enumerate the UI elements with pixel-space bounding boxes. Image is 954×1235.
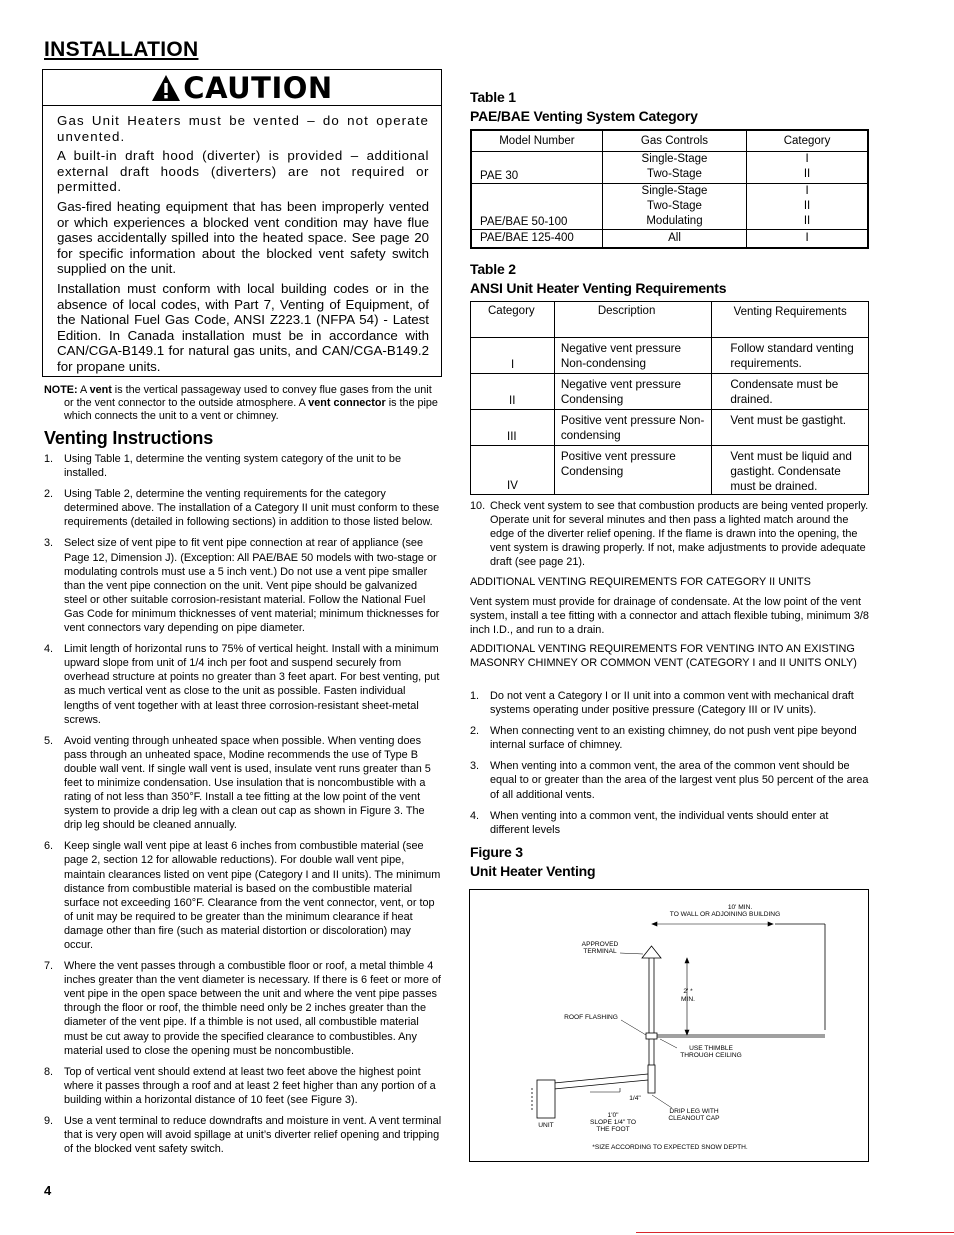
ten-foot-dimension [652, 922, 773, 926]
label-unit: UNIT [538, 1122, 554, 1129]
table-row [471, 183, 868, 229]
caution-paragraph: Gas-fired heating equipment that has been improperly vented or which experiences a blocked vent condition may have flue gases accidentally spilled into the heated space. See page 20 for specific information about the blocked vent safety switch supplied on the unit. [57, 198, 429, 277]
label-drip-leg: DRIP LEG WITH [669, 1108, 719, 1115]
table-cell: I II [747, 151, 868, 183]
table1-caption [470, 88, 698, 126]
table-cell: Positive vent pressure Condensing [554, 446, 712, 495]
table-cell: PAE 30 [471, 151, 602, 183]
list-item: 3. When venting into a common vent, the area of the common vent should be equal to or greater than the area of the largest vent plus 50 percent of the area of all additional vents. [470, 760, 869, 801]
table-cell: PAE/BAE 125-400 [471, 229, 602, 248]
table-row [471, 446, 869, 495]
note-text: A [77, 384, 90, 396]
roof-line [648, 1035, 825, 1037]
warning-triangle-icon [151, 74, 181, 102]
masonry-heading: ADDITIONAL VENTING REQUIREMENTS FOR VENTING INTO AN EXISTING MASONRY CHIMNEY OR COMMON VENT (CATEGORY I and II UNITS ONLY) [470, 643, 857, 670]
table-row [471, 151, 868, 183]
list-item: 5. Avoid venting through unheated space when possible. When venting does pass through an unheated space, Modine recommends the use of Type B double wall vent. If single wall vent is used, insulate vent runs greater than 5 feet to minimize condensation. Use insulation that is noncombustible with a rating of not less than 350°F. Install a tee fitting at the low point of the vent system to provide a drip leg with a clean out cap as shown in Figure 3. The drip leg should be cleaned annually. [44, 734, 431, 832]
label-min: MIN. [681, 996, 695, 1003]
table-row [471, 229, 868, 248]
note-term-connector: vent connector [308, 397, 386, 409]
table-row [471, 338, 869, 374]
footer-rule [636, 1232, 954, 1233]
label-two-foot: 2' * [683, 988, 693, 995]
table-cell: II [471, 374, 555, 410]
label-snow-depth: *SIZE ACCORDING TO EXPECTED SNOW DEPTH. [592, 1144, 748, 1151]
table1-label: Table 1 [470, 89, 516, 105]
vertical-vent [646, 958, 657, 1065]
label-roof-flashing: ROOF FLASHING [564, 1014, 618, 1021]
caution-paragraph: A built-in draft hood (diverter) is provided – additional external draft hoods (diverters) are not required or permitted. [57, 148, 429, 195]
table-cell: Single-Stage Two-Stage [602, 151, 746, 183]
table-cell: All [602, 229, 746, 248]
table-cell: PAE/BAE 50-100 [471, 183, 602, 229]
table-cell: Positive vent pressure Non-condensing [554, 410, 712, 446]
label-through-ceiling: THROUGH CEILING [680, 1052, 742, 1059]
note-text: is the vertical passageway used to convey flue gases from the unit or the vent connector to the outside atmosphere. A [64, 384, 432, 409]
table-header: Category [471, 302, 555, 338]
list-item: 7. Where the vent passes through a combustible floor or roof, a metal thimble 4 inches greater than the vent diameter is necessary. If there is 6 feet or more of vent pipe in the open space between the unit and where the vent pipe passes through the floor or roof, the thimble need only be 2 inches greater than the diameter of the vent pipe. If a thimble is not used, all combustible material must be cut away to provide the specified clearance to combustibles. Any material used to close the opening must be noncombustible. [44, 960, 441, 1057]
caution-body [43, 106, 441, 375]
list-item: 2. Using Table 2, determine the venting requirements for the category determined above. The installation of a Category II unit must conform to these requirements (detailed in following sections) in addition to those listed below. [44, 488, 440, 529]
drip-leg [648, 1065, 655, 1093]
table-cell: Follow standard venting requirements. [712, 338, 869, 374]
adjoining-building [775, 924, 825, 1030]
label-use-thimble: USE THIMBLE [689, 1045, 733, 1052]
vent-terminal [642, 946, 661, 958]
slope-indicator [590, 1088, 620, 1092]
caution-header [43, 70, 441, 106]
list-item: 6. Keep single wall vent pipe at least 6 inches from combustible material (see page 2, section 12 for allowable reductions). For double wall vent pipe, maintain clearances listed on vent pipe (Category I and II units). The minimum distance from combustible material is based on the combustible material surface not exceeding 160°F. Clearance from the vent connector, vent, or top of unit may be required to be greater than the minimum clearance if heat damage other than fire (such as material distortion or discoloration) may occur. [44, 840, 441, 951]
table-header: Model Number [471, 130, 602, 151]
masonry-list [470, 689, 870, 844]
table2 [470, 301, 869, 495]
figure3-diagram [469, 889, 869, 1162]
table-cell: Vent must be liquid and gastight. Condensate must be drained. [712, 446, 869, 495]
table2-caption [470, 260, 726, 298]
label-ten-foot: 10' MIN. [727, 904, 753, 911]
note-term-vent: vent [89, 384, 112, 396]
figure3-title: Unit Heater Venting [470, 863, 596, 879]
leader-lines [620, 953, 677, 1108]
table-header-row [471, 130, 868, 151]
table-cell: Negative vent pressure Condensing [554, 374, 712, 410]
figure3-caption [470, 843, 595, 881]
caution-title: CAUTION [183, 70, 333, 105]
table-cell: I [747, 229, 868, 248]
label-quarter-inch: 1/4" [629, 1095, 641, 1102]
table-cell: Negative vent pressure Non-condensing [554, 338, 712, 374]
table-header: Category [747, 130, 868, 151]
table2-label: Table 2 [470, 261, 516, 277]
list-item: 4. Limit length of horizontal runs to 75% of vertical height. Install with a minimum upward slope from unit of 1/4 inch per foot and suspend securely from overhead structure at points no greater than 3 feet apart. For best venting, put as much vertical vent as close to the unit as possible. Fasten individual lengths of vent together with at least three corrosion-resistant sheet-metal screws. [44, 643, 440, 726]
label-terminal: TERMINAL [583, 948, 617, 955]
horizontal-vent-run [554, 1074, 648, 1089]
table-cell: I [471, 338, 555, 374]
cat2-text: Vent system must provide for drainage of condensate. At the low point of the vent system, install a tee fitting with a connector and attach flexible tubing, minimum 3/8 inch I.D., and run to a drain. [470, 596, 869, 637]
list-item: 3. Select size of vent pipe to fit vent pipe connection at rear of appliance (see Page 12, Dimension J). (Exception: All PAE/BAE 50 models with two-stage or modulating controls must use a 5 inch vent.) Do not use a vent pipe smaller than the vent pipe connection on the unit. Vent pipe should be galvanized steel or other suitable corrosion-resistant material. Follow the National Fuel Gas Code for minimum thicknesses of vent material; minimum thicknesses for vent connectors vary depending on pipe diameter. [44, 537, 440, 635]
table1 [470, 129, 869, 249]
venting-instructions-list [44, 452, 442, 1163]
table2-title: ANSI Unit Heater Venting Requirements [470, 280, 727, 296]
figure3-label: Figure 3 [470, 844, 523, 860]
table-header-row [471, 302, 869, 338]
table-cell: I II II [747, 183, 868, 229]
label-one-foot: 1'0" [607, 1112, 619, 1119]
label-the-foot: THE FOOT [596, 1126, 630, 1133]
table-cell: Condensate must be drained. [712, 374, 869, 410]
table-header: Venting Requirements [712, 302, 869, 338]
table-cell: Vent must be gastight. [712, 410, 869, 446]
list-item: 10. Check vent system to see that combustion products are being vented properly. Operate unit for several minutes and then pass a lighted match around the edge of the diverter relief opening. If the flame is drawn into the opening, the vent system is drawing properly. If not, make adjustments to provide adequate draft (see page 21). [470, 500, 869, 569]
list-item: 4. When venting into a common vent, the individual vents should enter at different levels [470, 809, 829, 836]
table-cell: IV [471, 446, 555, 495]
list-item: 1. Do not vent a Category I or II unit into a common vent with mechanical draft systems operating under positive pressure (Category III or IV units). [470, 690, 854, 717]
label-slope: SLOPE 1/4" TO [589, 1119, 637, 1126]
venting-instructions-list-cont [470, 499, 870, 576]
table-row [471, 374, 869, 410]
list-item: 2. When connecting vent to an existing chimney, do not push vent pipe beyond internal surface of chimney. [470, 725, 857, 752]
label-to-wall: TO WALL OR ADJOINING BUILDING [669, 911, 781, 918]
table1-title: PAE/BAE Venting System Category [470, 108, 698, 124]
label-approved: APPROVED [581, 941, 619, 948]
caution-box [42, 69, 442, 377]
unit-heater [532, 1080, 555, 1118]
list-item: 8. Top of vertical vent should extend at least two feet above the highest point where it passes through a roof and at least 2 feet higher than any portion of a building within a horizontal distance of 10 feet (see Figure 3). [44, 1065, 436, 1106]
caution-paragraph: Gas Unit Heaters must be vented – do not operate unvented. [57, 113, 429, 144]
note-label: NOTE: [44, 384, 78, 396]
page-title: INSTALLATION [44, 38, 199, 61]
table-header: Gas Controls [602, 130, 746, 151]
table-row [471, 410, 869, 446]
cat2-heading: ADDITIONAL VENTING REQUIREMENTS FOR CATEGORY II UNITS [470, 576, 811, 588]
table-cell: Single-Stage Two-Stage Modulating [602, 183, 746, 229]
vent-note [44, 384, 442, 423]
table-header: Description [554, 302, 712, 338]
note-text: is the pipe which connects the unit to a vent or chimney. [64, 397, 438, 422]
page-number: 4 [44, 1183, 52, 1198]
table-cell: III [471, 410, 555, 446]
list-item: 9. Use a vent terminal to reduce downdrafts and moisture in vent. A vent terminal that is very open will avoid spillage at unit’s diverter relief opening and tripping of the blocked vent safety switch. [44, 1115, 442, 1156]
list-item: 1. Using Table 1, determine the venting system category of the unit to be installed. [44, 453, 401, 480]
venting-instructions-heading: Venting Instructions [44, 428, 214, 448]
caution-paragraph: Installation must conform with local building codes or in the absence of local codes, with Part 7, Venting of Equipment, of the National Fuel Gas Code, ANSI Z223.1 (NFPA 54) - Latest Edition. In Canada installation must be in accordance with CAN/CGA-B149.1 for natural gas units, and CAN/CGA-B149.2 for propane units. [57, 280, 429, 374]
label-cleanout-cap: CLEANOUT CAP [668, 1115, 720, 1122]
